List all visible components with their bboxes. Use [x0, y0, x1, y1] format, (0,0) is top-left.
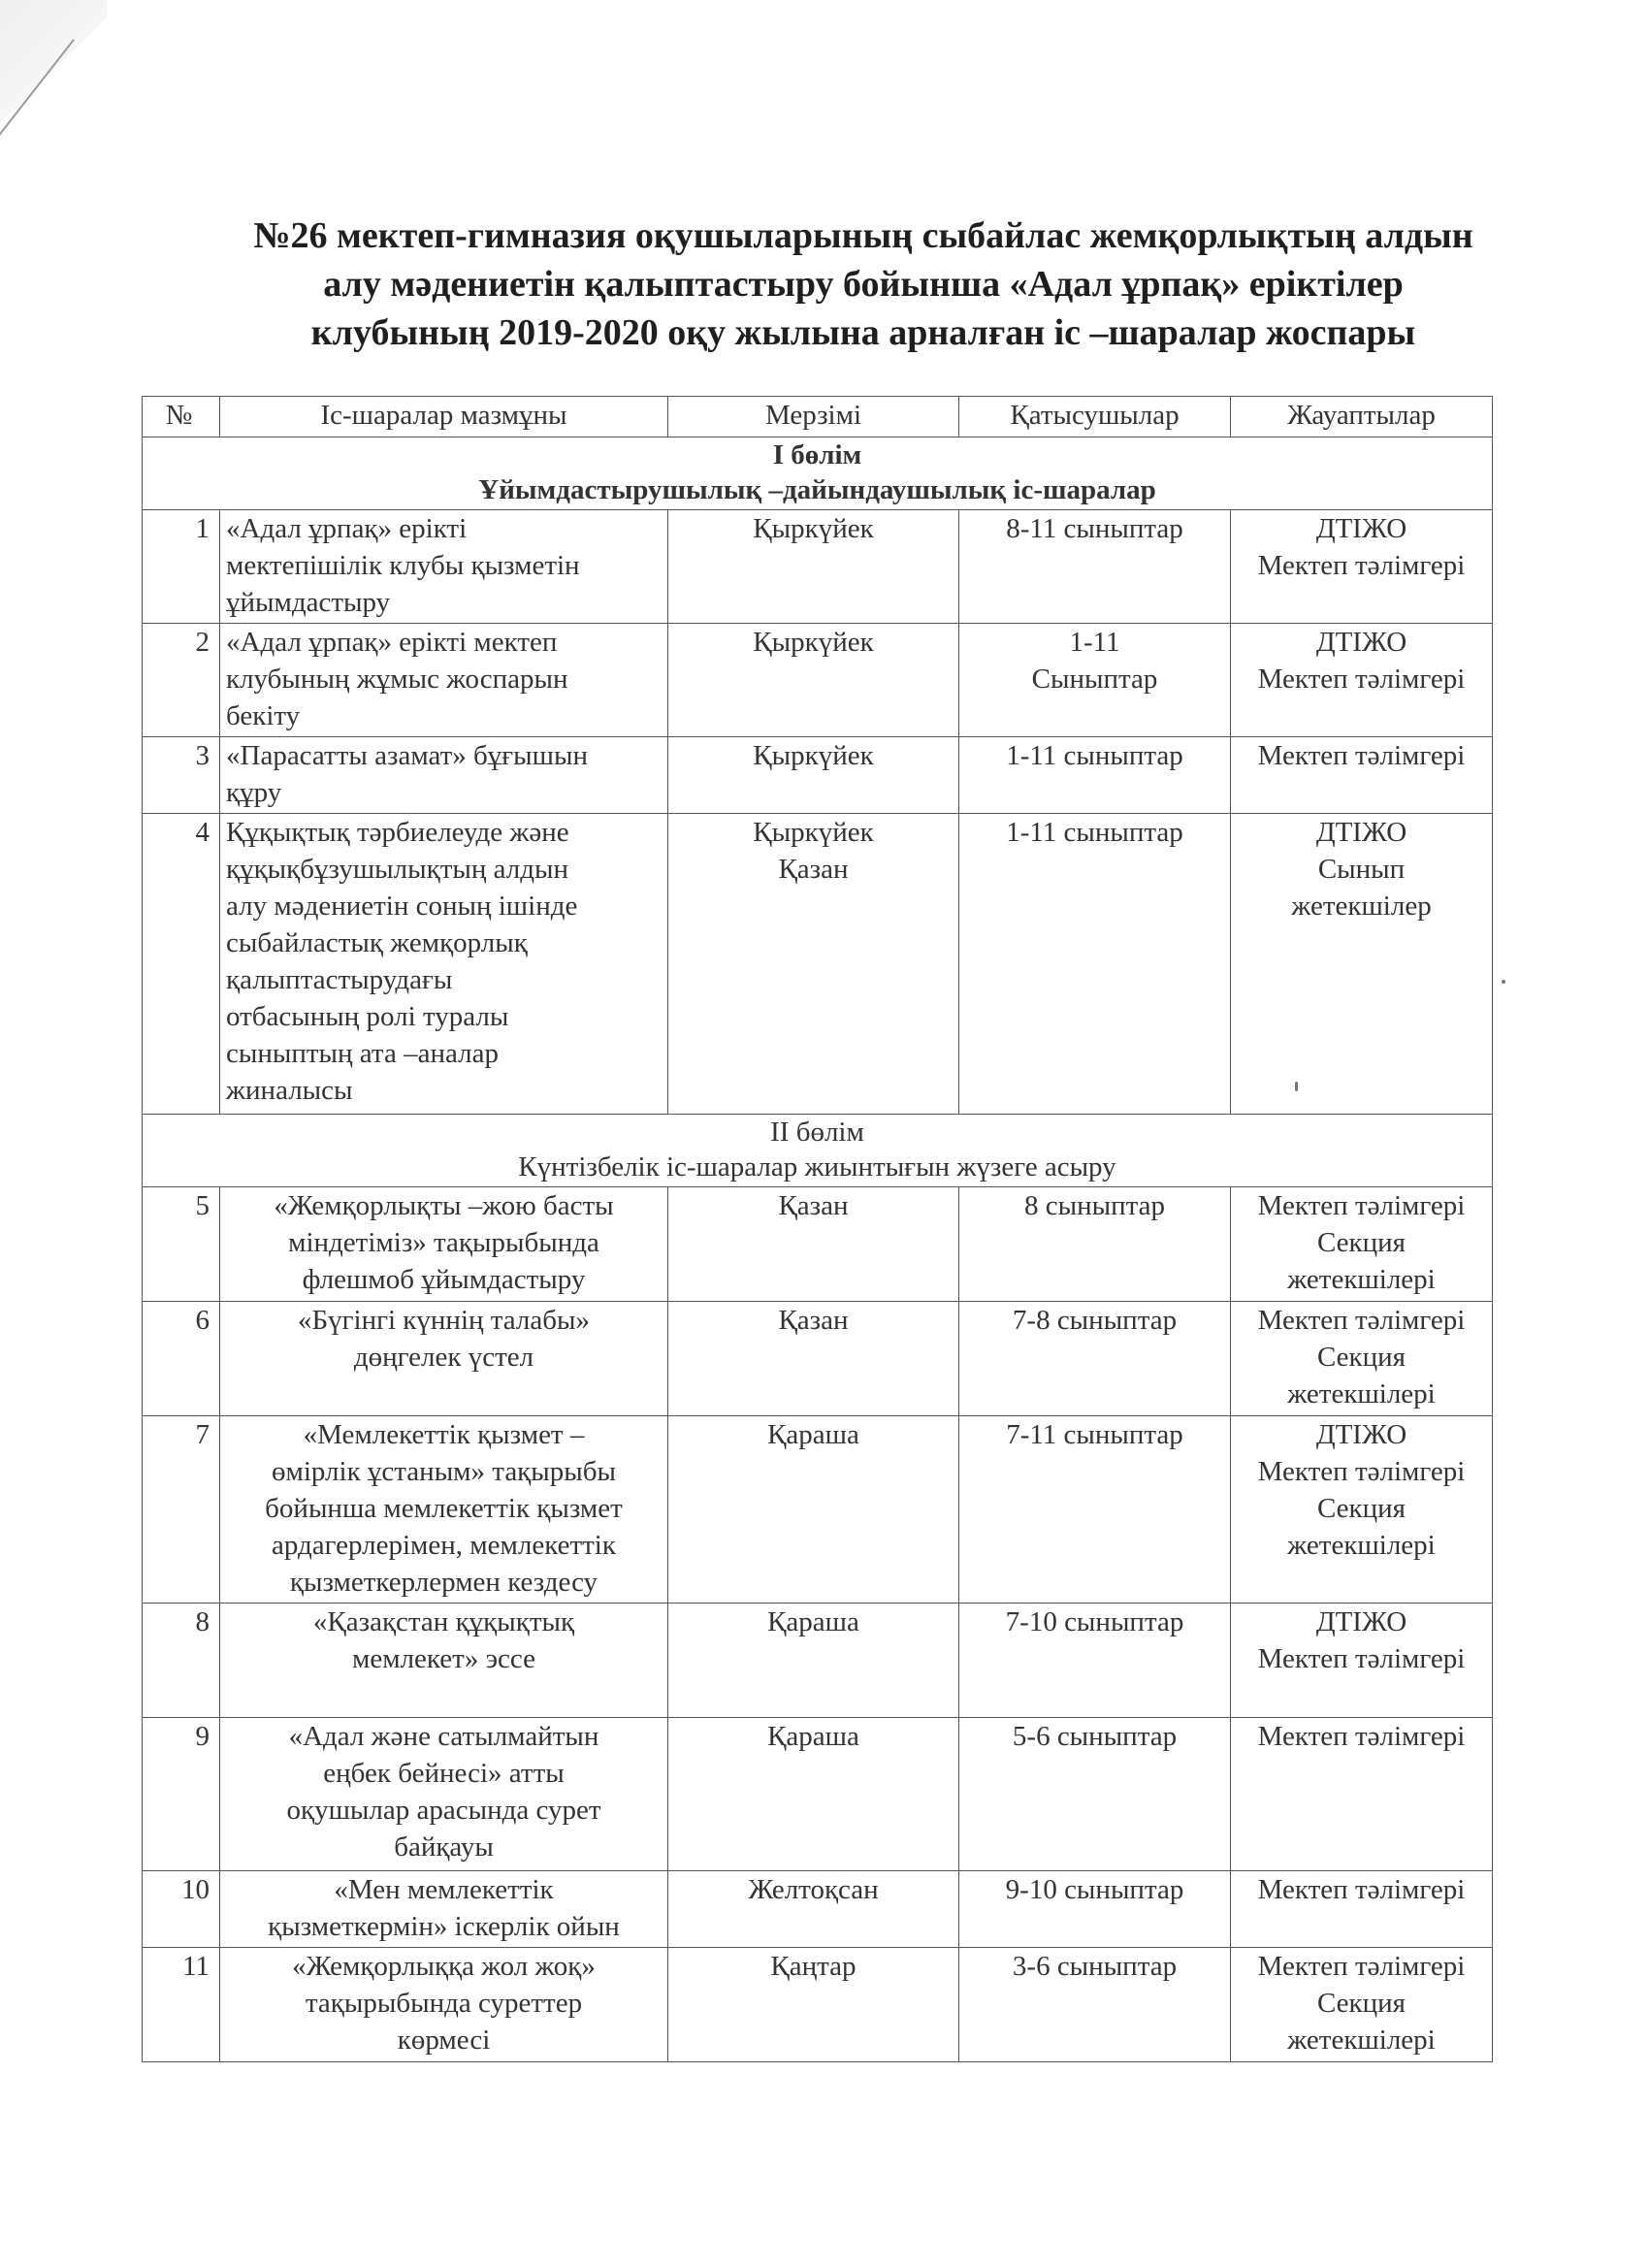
table-row: [143, 1187, 1493, 1302]
activity-content: [220, 1604, 668, 1718]
activity-content-line: оқушылар арасында сурет: [286, 1795, 601, 1826]
activity-content-line: флешмоб ұйымдастыру: [302, 1264, 586, 1295]
activity-responsible-line: Мектеп тәлімгері: [1257, 1305, 1466, 1336]
activity-responsible: [1231, 737, 1493, 814]
activity-participants-line: 9-10 сыныптар: [1005, 1874, 1184, 1905]
activity-date-line: Қыркүйек: [753, 627, 874, 658]
activity-date: [668, 1948, 959, 2062]
activity-participants: [959, 624, 1231, 737]
activity-participants-line: 8 сыныптар: [1023, 1190, 1166, 1221]
activity-content-line: отбасының ролі туралы: [226, 1001, 509, 1032]
activity-content-line: байқауы: [394, 1831, 494, 1863]
activity-content: [220, 1302, 668, 1416]
activity-plan-table: [142, 396, 1493, 2062]
activity-content-line: дөңгелек үстел: [353, 1342, 534, 1373]
activity-date-line: Қараша: [767, 1721, 859, 1752]
activity-participants: [959, 1718, 1231, 1871]
activity-responsible: [1231, 510, 1493, 624]
activity-content-line: «Адал ұрпақ» ерікті мектеп: [226, 627, 558, 658]
activity-participants-line: 8-11 сыныптар: [1006, 513, 1183, 544]
activity-responsible-line: жетекшілері: [1287, 2025, 1436, 2056]
activity-date: [668, 1604, 959, 1718]
activity-content-line: «Мемлекеттік қызмет –: [303, 1419, 585, 1450]
row-number: 5: [143, 1187, 220, 1302]
row-number: 2: [143, 624, 220, 737]
activity-responsible-line: Сынып: [1317, 854, 1406, 885]
activity-content-line: қалыптастырудағы: [226, 964, 453, 995]
activity-date: [668, 510, 959, 624]
activity-date: [668, 1871, 959, 1948]
activity-responsible-line: Мектеп тәлімгері: [1257, 664, 1466, 695]
activity-participants-line: 7-8 сыныптар: [1012, 1305, 1178, 1336]
section-heading: [143, 437, 1493, 510]
table-row: [143, 510, 1493, 624]
table-row: [143, 814, 1493, 1115]
activity-content-line: ұйымдастыру: [226, 587, 391, 618]
activity-responsible: [1231, 1604, 1493, 1718]
activity-date: [668, 1302, 959, 1416]
activity-content-line: «Мен мемлекеттік: [334, 1874, 554, 1905]
activity-date-line: Қыркүйек: [753, 740, 874, 771]
page-corner-fold: [0, 0, 107, 165]
header-participants: Қатысушылар: [959, 397, 1231, 437]
activity-participants: [959, 1302, 1231, 1416]
activity-content-line: міндетіміз» тақырыбында: [288, 1227, 599, 1258]
section-row: [143, 437, 1493, 510]
activity-date: [668, 624, 959, 737]
activity-responsible-line: Секция: [1316, 1493, 1406, 1524]
row-number: 1: [143, 510, 220, 624]
activity-date: [668, 1416, 959, 1604]
activity-content: [220, 1948, 668, 2062]
activity-content-line: «Парасатты азамат» бұғышын: [226, 740, 588, 771]
scan-speck: [1502, 980, 1505, 984]
activity-responsible-line: жетекшілері: [1287, 1530, 1436, 1561]
scan-speck: [1295, 1082, 1298, 1091]
section-heading: [143, 1115, 1493, 1187]
activity-content-line: мемлекет» эссе: [352, 1643, 535, 1674]
activity-participants-line: 1-11: [1069, 627, 1120, 658]
title-line-1: №26 мектеп-гимназия оқушыларының сыбайлас жемқорлықтың алдын: [253, 215, 1473, 256]
activity-responsible: [1231, 814, 1493, 1115]
activity-content-line: жиналысы: [226, 1075, 353, 1106]
table-header-row: [143, 397, 1493, 437]
activity-responsible-line: ДТІЖО: [1315, 1419, 1407, 1450]
row-number: 9: [143, 1718, 220, 1871]
activity-content-line: «Бүгінгі күннің талабы»: [297, 1305, 591, 1336]
activity-responsible: [1231, 1187, 1493, 1302]
activity-responsible-line: ДТІЖО: [1315, 1606, 1407, 1637]
activity-date-line: Қыркүйек: [753, 513, 874, 544]
activity-participants: [959, 1604, 1231, 1718]
activity-content-line: құқықбұзушылықтың алдын: [226, 854, 568, 885]
activity-content: [220, 1718, 668, 1871]
activity-responsible: [1231, 1948, 1493, 2062]
activity-responsible: [1231, 1871, 1493, 1948]
section-row: [143, 1115, 1493, 1187]
section-subtitle: Күнтізбелік іс-шаралар жиынтығын жүзеге асыру: [518, 1151, 1116, 1183]
document-title: [223, 211, 1504, 357]
activity-content-line: сыбайластық жемқорлық: [226, 927, 528, 958]
activity-content-line: Құқықтық тәрбиелеуде және: [226, 817, 569, 848]
activity-content-line: бойынша мемлекеттік қызмет: [265, 1493, 623, 1524]
activity-responsible-line: ДТІЖО: [1315, 817, 1407, 848]
header-date: Мерзімі: [668, 397, 959, 437]
activity-responsible-line: жетекшілері: [1287, 1378, 1436, 1409]
row-number: 10: [143, 1871, 220, 1948]
activity-date: [668, 1187, 959, 1302]
activity-content: [220, 1871, 668, 1948]
activity-responsible-line: ДТІЖО: [1315, 627, 1407, 658]
activity-participants: [959, 737, 1231, 814]
activity-content-line: «Қазақстан құқықтық: [312, 1606, 575, 1637]
activity-content-line: «Жемқорлыққа жол жоқ»: [292, 1951, 596, 1982]
activity-content-line: «Жемқорлықты –жою басты: [274, 1190, 614, 1221]
activity-content-line: өмірлік ұстаным» тақырыбы: [272, 1456, 616, 1487]
activity-participants: [959, 1416, 1231, 1604]
activity-participants: [959, 1948, 1231, 2062]
activity-content: [220, 1416, 668, 1604]
activity-date: [668, 737, 959, 814]
activity-content-line: мектепішілік клубы қызметін: [226, 550, 580, 581]
activity-participants-line: 1-11 сыныптар: [1006, 740, 1183, 771]
row-number: 11: [143, 1948, 220, 2062]
activity-content-line: тақырыбында суреттер: [305, 1988, 583, 2019]
activity-responsible-line: жетекшілер: [1291, 891, 1432, 922]
activity-date-line: Қаңтар: [770, 1951, 857, 1982]
activity-participants-line: Сыныптар: [1031, 664, 1158, 695]
table-row: [143, 1604, 1493, 1718]
activity-date-line: Желтоқсан: [748, 1874, 879, 1905]
activity-date-line: Қазан: [778, 1190, 849, 1221]
activity-content-line: ардагерлерімен, мемлекеттік: [272, 1530, 616, 1561]
activity-participants-line: 5-6 сыныптар: [1012, 1721, 1178, 1752]
section-subtitle: Ұйымдастырушылық –дайындаушылық іс-шаралар: [478, 474, 1156, 505]
activity-content-line: «Адал ұрпақ» ерікті: [226, 513, 468, 544]
activity-date-line: Қараша: [767, 1419, 859, 1450]
activity-content: [220, 814, 668, 1115]
activity-content-line: «Адал және сатылмайтын: [288, 1721, 599, 1752]
activity-responsible-line: Мектеп тәлімгері: [1257, 1190, 1466, 1221]
section-title: I бөлім: [772, 439, 862, 470]
activity-responsible-line: Мектеп тәлімгері: [1257, 1721, 1466, 1752]
table-row: [143, 1948, 1493, 2062]
activity-content: [220, 737, 668, 814]
table-row: [143, 624, 1493, 737]
activity-responsible: [1231, 1416, 1493, 1604]
activity-responsible-line: Мектеп тәлімгері: [1257, 1951, 1466, 1982]
row-number: 4: [143, 814, 220, 1115]
header-responsible: Жауаптылар: [1231, 397, 1493, 437]
activity-content-line: клубының жұмыс жоспарын: [226, 664, 568, 695]
activity-responsible-line: Мектеп тәлімгері: [1257, 1456, 1466, 1487]
activity-content-line: қызметкермін» іскерлік ойын: [268, 1911, 620, 1942]
activity-responsible: [1231, 1302, 1493, 1416]
table-row: [143, 1302, 1493, 1416]
header-number: №: [143, 397, 220, 437]
activity-content-line: алу мәдениетін соның ішінде: [226, 891, 578, 922]
activity-responsible: [1231, 1718, 1493, 1871]
section-title: II бөлім: [770, 1117, 864, 1148]
activity-responsible-line: жетекшілері: [1287, 1264, 1436, 1295]
row-number: 3: [143, 737, 220, 814]
activity-content: [220, 510, 668, 624]
activity-content-line: құру: [226, 777, 282, 808]
row-number: 6: [143, 1302, 220, 1416]
activity-responsible-line: Мектеп тәлімгері: [1257, 550, 1466, 581]
activity-responsible-line: Секция: [1316, 1227, 1406, 1258]
activity-participants: [959, 510, 1231, 624]
activity-participants: [959, 1187, 1231, 1302]
activity-participants: [959, 814, 1231, 1115]
header-content: Іс-шаралар мазмұны: [220, 397, 668, 437]
activity-content-line: көрмесі: [397, 2025, 491, 2056]
table-row: [143, 1718, 1493, 1871]
activity-date-line: Қазан: [778, 854, 849, 885]
activity-date: [668, 814, 959, 1115]
row-number: 7: [143, 1416, 220, 1604]
activity-responsible-line: Мектеп тәлімгері: [1257, 1874, 1466, 1905]
title-line-3: клубының 2019-2020 оқу жылына арналған іс –шаралар жоспары: [310, 312, 1416, 353]
activity-content: [220, 1187, 668, 1302]
activity-responsible-line: Секция: [1316, 1342, 1406, 1373]
activity-participants-line: 1-11 сыныптар: [1006, 817, 1183, 848]
table-row: [143, 1871, 1493, 1948]
activity-responsible-line: ДТІЖО: [1315, 513, 1407, 544]
row-number: 8: [143, 1604, 220, 1718]
activity-content-line: бекіту: [226, 700, 301, 731]
activity-date-line: Қазан: [778, 1305, 849, 1336]
table-row: [143, 737, 1493, 814]
activity-responsible-line: Мектеп тәлімгері: [1257, 1643, 1466, 1674]
activity-responsible-line: Секция: [1316, 1988, 1406, 2019]
activity-participants-line: 7-10 сыныптар: [1005, 1606, 1184, 1637]
activity-content-line: қызметкерлермен кездесу: [289, 1567, 598, 1598]
activity-date: [668, 1718, 959, 1871]
activity-responsible-line: Мектеп тәлімгері: [1257, 740, 1466, 771]
activity-date-line: Қараша: [767, 1606, 859, 1637]
activity-participants: [959, 1871, 1231, 1948]
activity-content-line: сыныптың ата –аналар: [226, 1038, 499, 1069]
table-row: [143, 1416, 1493, 1604]
activity-responsible: [1231, 624, 1493, 737]
activity-date-line: Қыркүйек: [753, 817, 874, 848]
title-line-2: алу мәдениетін қалыптастыру бойынша «Адал ұрпақ» еріктілер: [323, 264, 1404, 305]
activity-participants-line: 7-11 сыныптар: [1006, 1419, 1183, 1450]
activity-content: [220, 624, 668, 737]
activity-participants-line: 3-6 сыныптар: [1012, 1951, 1178, 1982]
activity-content-line: еңбек бейнесі» атты: [323, 1758, 565, 1789]
